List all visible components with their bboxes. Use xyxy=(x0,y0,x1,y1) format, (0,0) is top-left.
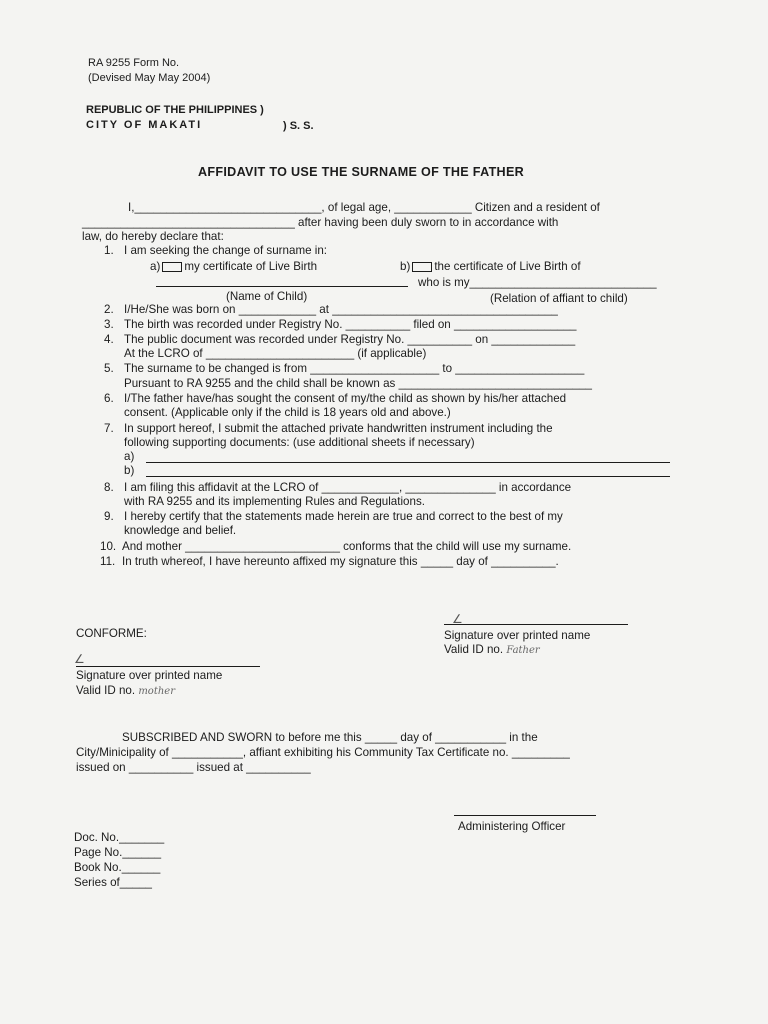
mother-valid-id xyxy=(76,684,175,697)
doc-no: Doc. No._______ xyxy=(74,831,165,844)
mother-valid-id-label: Valid ID no. xyxy=(76,684,136,697)
document-title: AFFIDAVIT TO USE THE SURNAME OF THE FATHER xyxy=(198,165,525,179)
option-b-prefix: b) xyxy=(400,260,411,273)
item-text: I/He/She was born on ____________ at ___________________________________ xyxy=(124,303,558,316)
item-3 xyxy=(104,318,577,331)
item-text: The surname to be changed is from ____________________ to ____________________ xyxy=(124,362,585,375)
affiant-valid-id-label: Valid ID no. xyxy=(444,643,504,656)
child-name-line xyxy=(156,286,408,287)
jurat-line-3: issued on __________ issued at __________ xyxy=(76,761,311,774)
affiant-signature-line xyxy=(444,624,628,625)
item-number: 1. xyxy=(104,244,114,257)
item-11 xyxy=(100,555,559,568)
signature-mark: ∠ xyxy=(74,652,85,666)
item-9-cont: knowledge and belief. xyxy=(124,524,237,537)
officer-signature-line xyxy=(454,815,596,816)
item-number: 2. xyxy=(104,303,114,316)
item-4-cont: At the LCRO of _______________________ (if applicable) xyxy=(124,347,427,360)
affiant-valid-id-handwritten: Father xyxy=(506,645,540,656)
affiant-signature-caption: Signature over printed name xyxy=(444,629,591,642)
form-number: RA 9255 Form No. xyxy=(88,57,180,69)
item-7-cont: following supporting documents: (use additional sheets if necessary) xyxy=(124,436,475,449)
item-text: In truth whereof, I have hereunto affixed my signature this _____ day of __________. xyxy=(122,555,559,568)
item-6 xyxy=(104,392,566,405)
republic-heading: REPUBLIC OF THE PHILIPPINES ) xyxy=(86,104,264,116)
mother-valid-id-handwritten: mother xyxy=(138,686,175,697)
jurat-line-2: City/Minicipality of ___________, affiant exhibiting his Community Tax Certificate no. _________ xyxy=(76,746,570,759)
page-no: Page No.______ xyxy=(74,846,162,859)
option-a xyxy=(150,260,317,273)
book-no: Book No.______ xyxy=(74,861,161,874)
conforme-label: CONFORME: xyxy=(76,627,147,640)
intro-line-1: I,_____________________________, of legal age, ____________ Citizen and a resident of xyxy=(128,201,600,214)
name-of-child-caption: (Name of Child) xyxy=(226,290,308,303)
item-5 xyxy=(104,362,584,375)
item-number: 11. xyxy=(100,555,116,568)
venue-ss: ) S. S. xyxy=(283,120,314,132)
series-of: Series of_____ xyxy=(74,876,152,889)
item-number: 4. xyxy=(104,333,114,346)
option-b-checkbox[interactable] xyxy=(412,262,432,272)
item-7b-label: b) xyxy=(124,464,135,477)
item-8 xyxy=(104,481,571,494)
item-number: 9. xyxy=(104,510,114,523)
form-revision: (Devised May May 2004) xyxy=(88,72,211,84)
option-a-checkbox[interactable] xyxy=(162,262,182,272)
affiant-valid-id xyxy=(444,643,540,656)
item-6-cont: consent. (Applicable only if the child is 18 years old and above.) xyxy=(124,406,451,419)
option-b xyxy=(400,260,581,273)
item-text: I hereby certify that the statements made herein are true and correct to the best of my xyxy=(124,510,563,523)
item-number: 6. xyxy=(104,392,114,405)
administering-officer: Administering Officer xyxy=(458,820,566,833)
item-4 xyxy=(104,333,575,346)
item-number: 10. xyxy=(100,540,117,553)
item-text: I/The father have/has sought the consent of my/the child as shown by his/her attached xyxy=(124,392,567,405)
item-text: The public document was recorded under Registry No. __________ on _____________ xyxy=(124,333,576,346)
item-5-cont: Pursuant to RA 9255 and the child shall be known as ______________________________ xyxy=(124,377,593,390)
signature-mark: ∠ xyxy=(452,612,463,626)
item-number: 8. xyxy=(104,481,114,494)
city-heading: CITY OF MAKATI xyxy=(86,119,203,131)
item-7a-line xyxy=(146,462,670,463)
jurat-line-1: SUBSCRIBED AND SWORN to before me this _____ day of ___________ in the xyxy=(122,731,538,744)
item-7 xyxy=(104,422,553,435)
item-text: And mother ________________________ conforms that the child will use my surname. xyxy=(122,540,572,553)
intro-line-3: law, do hereby declare that: xyxy=(82,230,224,243)
item-10 xyxy=(100,540,571,553)
item-number: 3. xyxy=(104,318,114,331)
who-is-my: who is my_____________________________ xyxy=(418,276,657,289)
item-7a-label: a) xyxy=(124,450,135,463)
item-number: 5. xyxy=(104,362,114,375)
option-a-prefix: a) xyxy=(150,260,161,273)
item-text: I am seeking the change of surname in: xyxy=(124,244,328,257)
item-1 xyxy=(104,244,327,257)
intro-line-2: _________________________________ after having been duly sworn to in accordance with xyxy=(82,216,559,229)
item-2 xyxy=(104,303,558,316)
option-a-label: my certificate of Live Birth xyxy=(184,260,318,273)
item-text: The birth was recorded under Registry No. __________ filed on ___________________ xyxy=(124,318,577,331)
item-9 xyxy=(104,510,563,523)
mother-signature-line xyxy=(76,666,260,667)
relation-caption: (Relation of affiant to child) xyxy=(490,292,628,305)
option-b-label: the certificate of Live Birth of xyxy=(434,260,581,273)
item-number: 7. xyxy=(104,422,114,435)
mother-signature-caption: Signature over printed name xyxy=(76,669,223,682)
item-text: In support hereof, I submit the attached private handwritten instrument including the xyxy=(124,422,553,435)
item-text: I am filing this affidavit at the LCRO of ____________, ______________ in accordance xyxy=(124,481,572,494)
item-7b-line xyxy=(146,476,670,477)
item-8-cont: with RA 9255 and its implementing Rules and Regulations. xyxy=(124,495,425,508)
